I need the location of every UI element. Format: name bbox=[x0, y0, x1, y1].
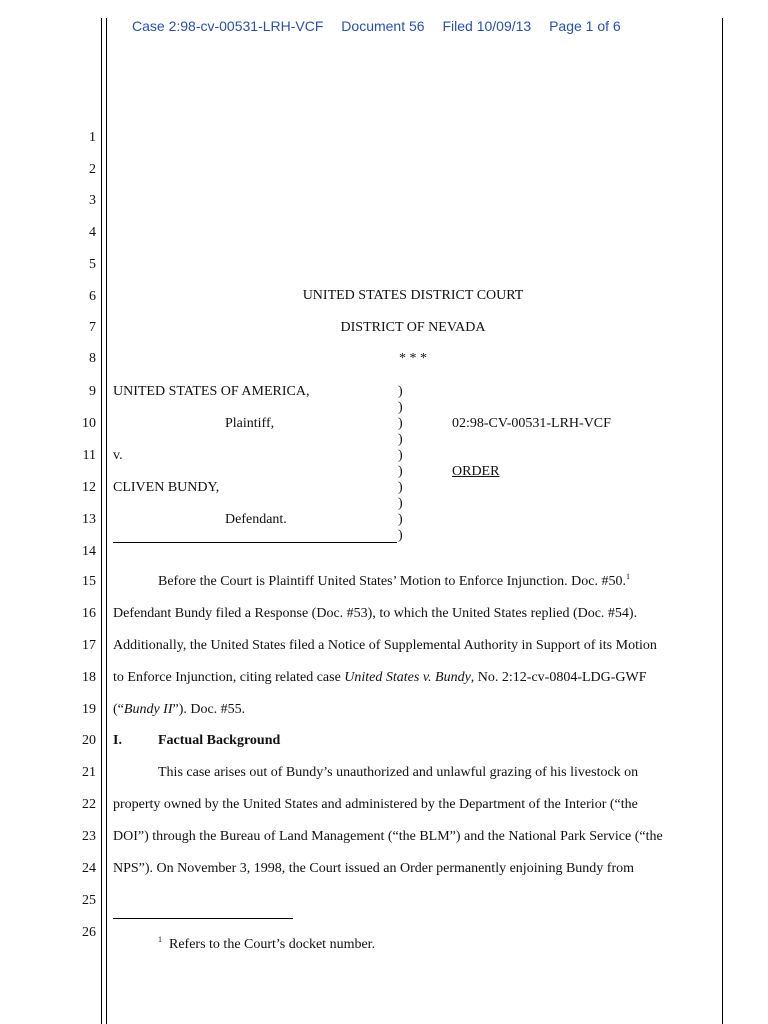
court-name: UNITED STATES DISTRICT COURT bbox=[302, 288, 524, 303]
body-line-21: This case arises out of Bundy’s unauthorized and unlawful grazing of his livestock on bbox=[158, 765, 639, 780]
left-margin-rule-inner bbox=[106, 18, 107, 1024]
line-number: 23 bbox=[82, 829, 96, 844]
right-margin-rule bbox=[722, 18, 723, 1024]
header-filed: Filed 10/09/13 bbox=[442, 18, 532, 34]
footnote-rule bbox=[113, 918, 293, 919]
line-number: 3 bbox=[89, 193, 96, 208]
body-line-16: Defendant Bundy filed a Response (Doc. #53), to which the United States replied (Doc. #54). bbox=[113, 606, 638, 621]
header-document: Document 56 bbox=[341, 18, 425, 34]
body-line-24: NPS”). On November 3, 1998, the Court issued an Order permanently enjoining Bundy from bbox=[113, 861, 635, 876]
body-line-23: DOI”) through the Bureau of Land Management (“the BLM”) and the National Park Service (“the bbox=[113, 829, 663, 844]
line-number: 16 bbox=[82, 606, 96, 621]
line-number: 21 bbox=[82, 765, 96, 780]
body-line-19: (“Bundy II”). Doc. #55. bbox=[113, 702, 246, 717]
line-number: 17 bbox=[82, 638, 96, 653]
line-number: 13 bbox=[82, 512, 96, 527]
line-number: 2 bbox=[89, 162, 96, 177]
line-number: 25 bbox=[82, 893, 96, 908]
caption-paren: ) bbox=[398, 416, 403, 431]
footnote-ref: 1 bbox=[626, 572, 631, 581]
plaintiff-name: UNITED STATES OF AMERICA, bbox=[113, 384, 310, 399]
caption-paren: ) bbox=[398, 384, 403, 399]
caption-paren: ) bbox=[398, 400, 403, 415]
body-line-22: property owned by the United States and administered by the Department of the Interior (“the bbox=[113, 797, 638, 812]
line-number: 19 bbox=[82, 702, 96, 717]
case-number: 02:98-CV-00531-LRH-VCF bbox=[452, 416, 611, 431]
line-number: 8 bbox=[89, 351, 96, 366]
footnote bbox=[158, 937, 375, 953]
body-line-15: Before the Court is Plaintiff United States’ Motion to Enforce Injunction. Doc. #50.$^1$ bbox=[158, 572, 631, 589]
header-case-number: Case 2:98-cv-00531-LRH-VCF bbox=[132, 18, 324, 34]
defendant-role: Defendant. bbox=[225, 512, 287, 527]
ecf-header bbox=[132, 18, 635, 34]
line-number: 14 bbox=[82, 544, 96, 559]
section-stars: * * * bbox=[399, 351, 427, 366]
caption-paren: ) bbox=[398, 448, 403, 463]
court-district: DISTRICT OF NEVADA bbox=[340, 320, 486, 335]
caption-paren: ) bbox=[398, 480, 403, 495]
left-margin-rule bbox=[101, 18, 102, 1024]
caption-paren: ) bbox=[398, 512, 403, 527]
line-number: 24 bbox=[82, 861, 96, 876]
line-number: 9 bbox=[89, 384, 96, 399]
footnote-mark: 1 bbox=[158, 935, 162, 944]
line-number: 6 bbox=[89, 289, 96, 304]
section-number: I. bbox=[113, 733, 122, 748]
caption-paren: ) bbox=[398, 528, 403, 543]
caption-paren: ) bbox=[398, 496, 403, 511]
caption-paren: ) bbox=[398, 464, 403, 479]
line-number: 4 bbox=[89, 225, 96, 240]
line-number: 12 bbox=[82, 480, 96, 495]
line-number: 5 bbox=[89, 257, 96, 272]
defendant-name: CLIVEN BUNDY, bbox=[113, 480, 220, 495]
line-number: 10 bbox=[82, 416, 96, 431]
caption-paren: ) bbox=[398, 432, 403, 447]
line-number: 7 bbox=[89, 320, 96, 335]
line-number: 1 bbox=[89, 130, 96, 145]
section-title: Factual Background bbox=[158, 733, 281, 748]
line-number: 18 bbox=[82, 670, 96, 685]
versus: v. bbox=[113, 448, 123, 463]
plaintiff-role: Plaintiff, bbox=[225, 416, 275, 431]
body-line-18: to Enforce Injunction, citing related case United States v. Bundy, No. 2:12-cv-0804-LDG-GWF bbox=[113, 670, 647, 685]
line-number: 11 bbox=[82, 448, 96, 463]
line-number: 15 bbox=[82, 574, 96, 589]
line-number: 26 bbox=[82, 925, 96, 940]
caption-rule bbox=[113, 542, 397, 543]
document-title: ORDER bbox=[452, 464, 500, 479]
line-number: 22 bbox=[82, 797, 96, 812]
body-line-17: Additionally, the United States filed a Notice of Supplemental Authority in Support of its Motion bbox=[113, 638, 657, 653]
footnote-text: Refers to the Court’s docket number. bbox=[169, 937, 376, 952]
line-number: 20 bbox=[82, 733, 96, 748]
header-page: Page 1 of 6 bbox=[549, 18, 621, 34]
